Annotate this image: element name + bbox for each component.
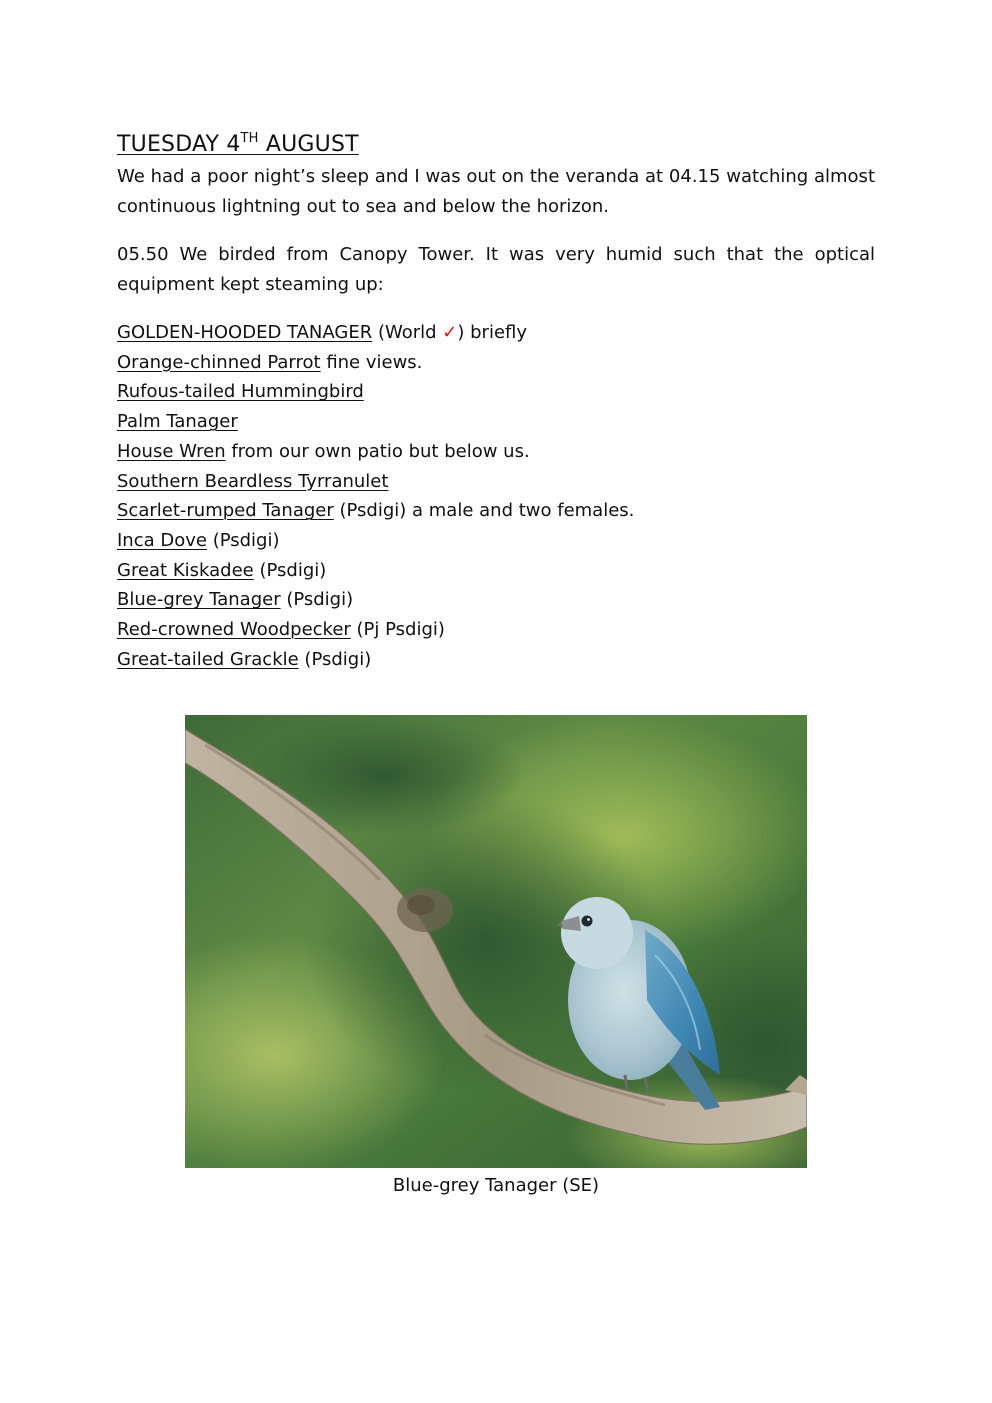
- document-body: [117, 128, 875, 674]
- species-name: House Wren: [117, 440, 226, 462]
- species-name: Great-tailed Grackle: [117, 648, 299, 670]
- list-item: [117, 585, 875, 615]
- bird-photo: [185, 715, 807, 1168]
- list-item: [117, 377, 875, 407]
- species-note: (Psdigi) a male and two females.: [333, 500, 635, 522]
- list-item: [117, 526, 875, 556]
- tick-icon: ✓: [442, 322, 458, 343]
- species-note: (Psdigi): [280, 589, 354, 611]
- list-item: [117, 407, 875, 437]
- species-name: Palm Tanager: [117, 411, 238, 433]
- species-note: (Psdigi): [253, 559, 327, 581]
- canopy-tower-paragraph: 05.50 We birded from Canopy Tower. It was very humid such that the optical equipment kept steaming up:: [117, 244, 875, 295]
- species-list: [117, 318, 875, 674]
- species-name: Rufous-tailed Hummingbird: [117, 381, 364, 403]
- list-item: [117, 496, 875, 526]
- species-name: Scarlet-rumped Tanager: [117, 500, 334, 522]
- species-note: fine views.: [320, 351, 423, 373]
- list-item: [117, 348, 875, 378]
- species-name: GOLDEN-HOODED TANAGER: [117, 322, 373, 343]
- species-name: Orange-chinned Parrot: [117, 351, 321, 373]
- species-name: Great Kiskadee: [117, 559, 254, 581]
- list-item: [117, 556, 875, 586]
- list-item: [117, 645, 875, 675]
- title-prefix: TUESDAY 4: [117, 132, 241, 157]
- photo-caption: Blue-grey Tanager (SE): [392, 1175, 600, 1196]
- species-note: (Psdigi): [206, 529, 280, 551]
- species-note: (Psdigi): [298, 648, 372, 670]
- species-name: Southern Beardless Tyrranulet: [117, 470, 389, 492]
- species-note: from our own patio but below us.: [225, 440, 530, 462]
- species-note: ) briefly: [457, 322, 528, 343]
- title-superscript: TH: [240, 131, 259, 146]
- species-name: Inca Dove: [117, 529, 207, 551]
- species-name: Red-crowned Woodpecker: [117, 619, 351, 641]
- list-item: [117, 467, 875, 497]
- species-pre: (World: [372, 322, 443, 343]
- title-suffix: AUGUST: [258, 132, 359, 157]
- species-name: Blue-grey Tanager: [117, 589, 281, 611]
- species-note: (Pj Psdigi): [350, 619, 445, 641]
- list-item: [117, 318, 875, 348]
- page-title: [117, 128, 875, 162]
- list-item: [117, 615, 875, 645]
- list-item: [117, 437, 875, 467]
- intro-paragraph: We had a poor night’s sleep and I was out on the veranda at 04.15 watching almost continuous lightning out to sea and below the horizon.: [117, 166, 875, 217]
